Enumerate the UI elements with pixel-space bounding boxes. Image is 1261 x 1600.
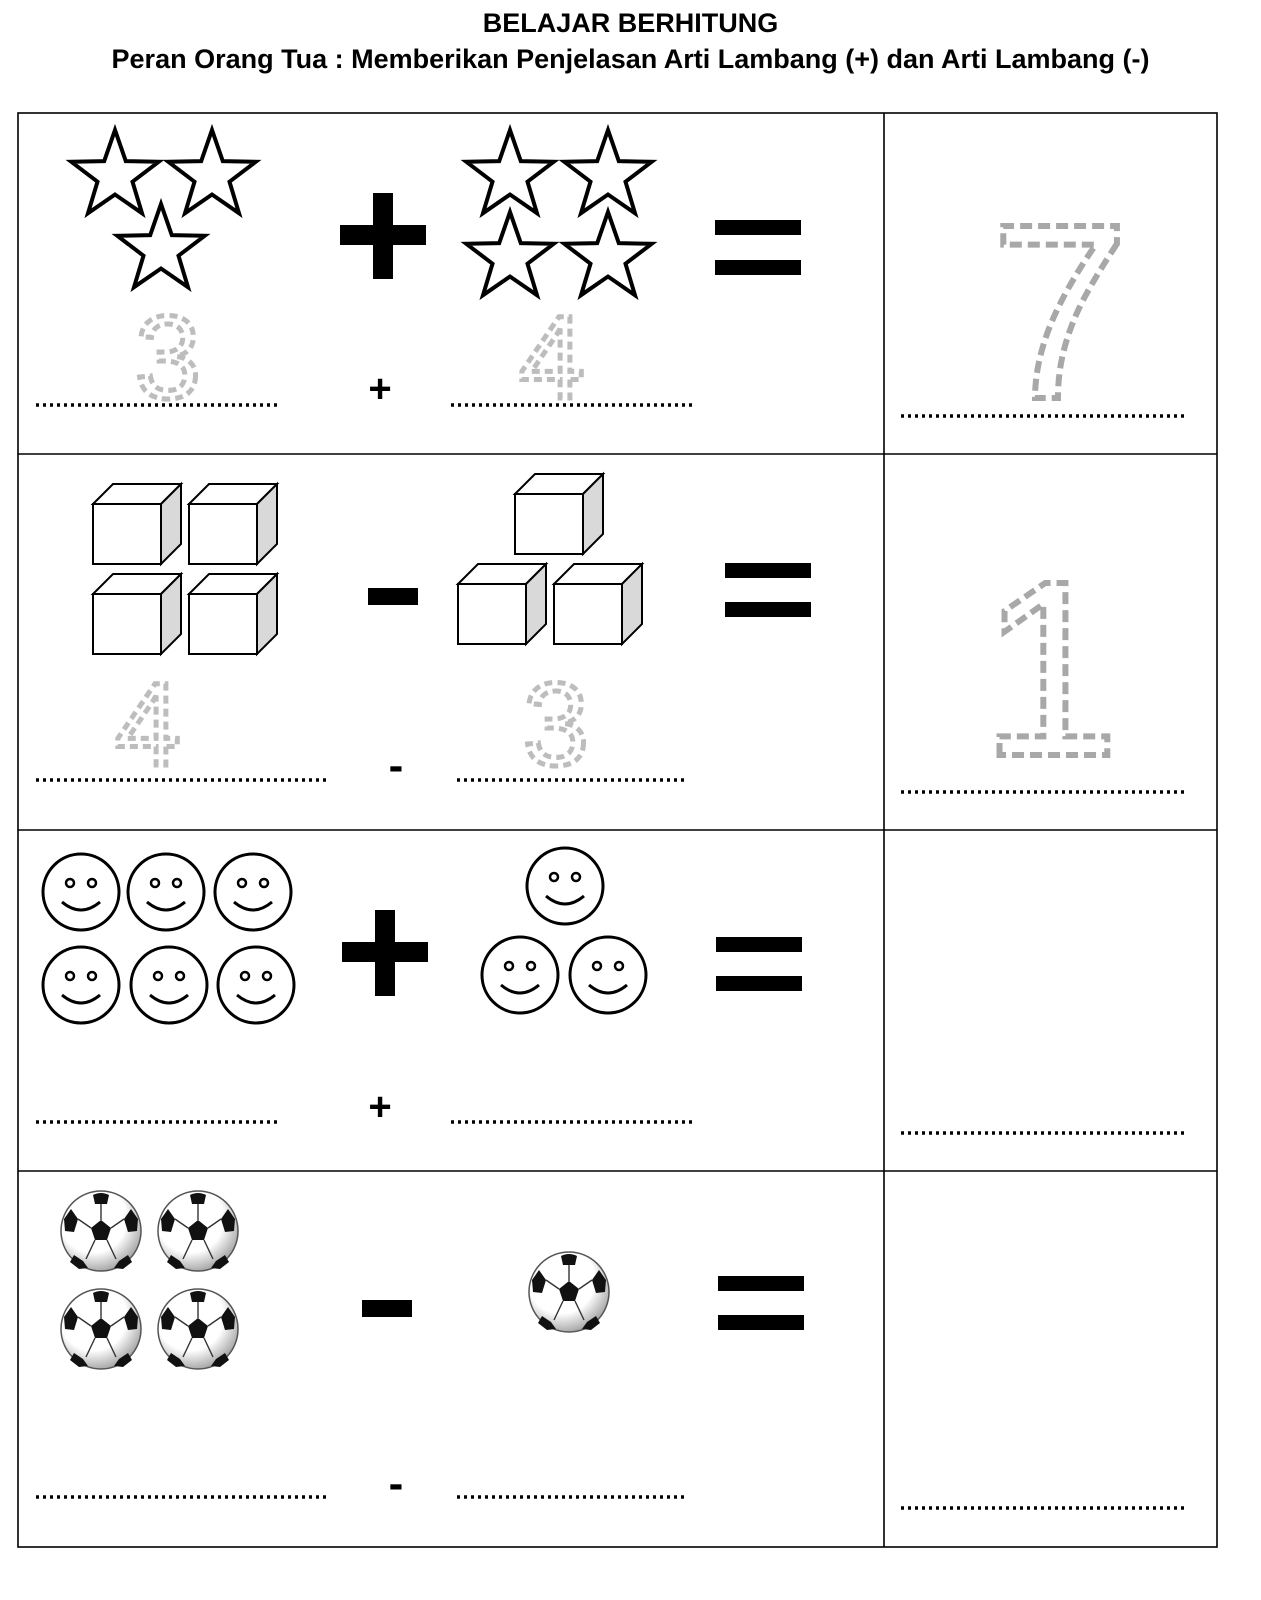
cube-icon [554,564,642,644]
star-group-left [71,130,255,287]
star-group-right [466,130,651,295]
star-icon [117,204,204,287]
minus-sign [362,1300,412,1317]
smiley-face-icon [215,854,291,930]
soccer-ball-icon [529,1252,609,1332]
smiley-face-icon [218,947,294,1023]
star-icon [466,130,553,213]
traced-left-number: 3 [135,292,201,424]
row-3 [36,848,1185,1133]
small-operator: - [388,741,404,790]
star-icon [168,130,255,213]
smiley-face-icon [43,854,119,930]
equals-sign [716,937,802,991]
equals-sign [718,1276,804,1330]
plus-sign [340,193,426,279]
soccer-ball-icon [158,1191,238,1271]
cube-icon [93,574,181,654]
smiley-group-right [482,848,646,1013]
page-title: BELAJAR BERHITUNG [482,8,779,38]
traced-right-number: 3 [523,659,589,791]
star-icon [564,212,651,295]
traced-right-number: 4 [519,292,585,424]
small-operator: - [388,1459,404,1508]
soccer-ball-icon [61,1191,141,1271]
traced-answer-number: 7 [990,172,1130,451]
smiley-face-icon [570,937,646,1013]
smiley-group-left [43,854,294,1023]
small-operator: + [368,1085,392,1129]
star-icon [466,212,553,295]
smiley-face-icon [527,848,603,924]
cube-group-left [93,484,277,654]
cube-icon [189,484,277,564]
row-1 [36,130,1185,451]
equals-sign [725,563,811,617]
plus-sign [342,910,428,996]
star-icon [71,130,158,213]
cube-icon [93,484,181,564]
smiley-face-icon [43,947,119,1023]
row-2 [36,474,1185,808]
traced-answer-number: 1 [980,529,1120,808]
page-subtitle: Peran Orang Tua : Memberikan Penjelasan Arti Lambang (+) dan Arti Lambang (-) [111,44,1150,74]
soccer-ball-icon [61,1289,141,1369]
star-icon [564,130,651,213]
ball-group-right [529,1252,609,1332]
smiley-face-icon [131,947,207,1023]
equals-sign [715,220,801,275]
soccer-ball-icon [158,1289,238,1369]
row-4 [36,1191,1185,1508]
minus-sign [368,588,418,605]
ball-group-left [61,1191,238,1369]
cube-icon [458,564,546,644]
cube-icon [515,474,603,554]
smiley-face-icon [482,937,558,1013]
small-operator: + [368,367,392,411]
cube-icon [189,574,277,654]
traced-left-number: 4 [115,659,181,791]
cube-group-right [458,474,642,644]
smiley-face-icon [128,854,204,930]
